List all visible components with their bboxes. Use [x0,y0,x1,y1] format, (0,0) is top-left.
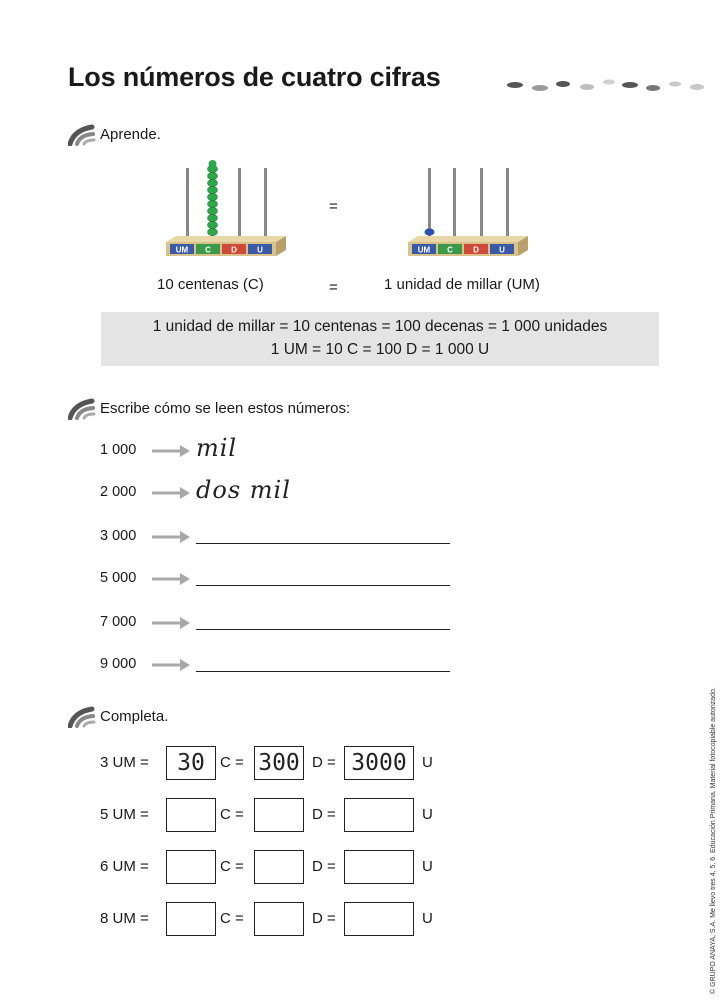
write-row-answer: dos mil [196,476,291,504]
c-answer-box[interactable]: 30 [166,746,216,780]
u-label: U [422,754,433,771]
arrow-right-icon [152,530,190,544]
abacus-bead [208,186,218,193]
write-row-answer: mil [196,434,238,462]
d-answer-box[interactable] [254,902,304,936]
section-bullet-icon [68,124,96,146]
title-decoration-dots [505,74,710,94]
write-row-number: 7 000 [100,614,137,630]
abacus-bead [208,207,218,214]
complete-row-um: 6 UM = [100,858,149,875]
write-row [100,612,460,636]
column-label-um: UM [417,245,431,255]
u-label: U [422,910,433,927]
right-caption: 1 unidad de millar (UM) [384,276,540,293]
info-line-1: 1 unidad de millar = 10 centenas = 100 decenas = 1 000 unidades [152,318,608,335]
arrow-right-icon [152,658,190,672]
info-line-2: 1 UM = 10 C = 100 D = 1 000 U [270,341,490,358]
equals-sign-top: = [329,198,338,215]
d-answer-box[interactable] [254,798,304,832]
column-label-um: UM [175,245,189,255]
write-row-number: 3 000 [100,528,137,544]
abacus-bead [208,214,218,221]
abacus-right [408,158,530,258]
write-row-number: 2 000 [100,484,137,500]
abacus-bead [208,200,218,207]
column-label-d: D [231,245,237,255]
section-write-label: Escribe cómo se leen estos números: [100,400,351,417]
d-answer-box[interactable]: 300 [254,746,304,780]
column-label-c: C [205,245,211,255]
u-label: U [422,858,433,875]
abacus-bead [208,172,218,179]
u-answer-box[interactable] [344,798,414,832]
arrow-right-icon [152,486,190,500]
left-caption: 10 centenas (C) [157,276,264,293]
write-row [100,476,460,506]
page-title: Los números de cuatro cifras [68,62,441,92]
complete-row-um: 3 UM = [100,754,149,771]
u-answer-box[interactable]: 3000 [344,746,414,780]
complete-row-um: 8 UM = [100,910,149,927]
write-row-answer-line[interactable] [196,671,450,672]
d-label: D = [312,910,336,927]
c-answer-box[interactable] [166,850,216,884]
abacus-bead [209,160,217,168]
abacus-left [166,158,288,258]
column-label-u: U [257,245,263,255]
c-answer-box[interactable] [166,798,216,832]
c-answer-box[interactable] [166,902,216,936]
write-row-answer-line[interactable] [196,629,450,630]
write-row-answer-line[interactable] [196,543,450,544]
write-row [100,568,460,592]
complete-row [100,798,440,832]
d-answer-box[interactable] [254,850,304,884]
write-row [100,654,460,678]
abacus-bead [208,193,218,200]
u-answer-box[interactable] [344,902,414,936]
u-label: U [422,806,433,823]
section-bullet-icon [68,398,96,420]
complete-row [100,746,440,780]
c-label: C = [220,806,244,823]
arrow-right-icon [152,572,190,586]
column-label-u: U [499,245,505,255]
write-row-number: 1 000 [100,442,137,458]
c-label: C = [220,910,244,927]
complete-row [100,902,440,936]
section-bullet-icon [68,706,96,728]
write-row-number: 5 000 [100,570,137,586]
complete-row-um: 5 UM = [100,806,149,823]
write-row [100,434,460,464]
info-box [101,312,659,366]
write-row-answer-line[interactable] [196,585,450,586]
column-label-d: D [473,245,479,255]
write-row-number: 9 000 [100,656,137,672]
copyright-note: © GRUPO ANAYA, S.A. Me llevo tres 4, 5, 6. Educación Primaria. Material fotocopiable autorizado. [710,687,717,994]
abacus-bead [425,228,435,235]
complete-row [100,850,440,884]
write-row [100,526,460,550]
arrow-right-icon [152,444,190,458]
d-label: D = [312,754,336,771]
abacus-bead [208,228,218,235]
d-label: D = [312,858,336,875]
c-label: C = [220,858,244,875]
equals-sign-bottom: = [329,279,338,296]
d-label: D = [312,806,336,823]
c-label: C = [220,754,244,771]
section-complete-label: Completa. [100,708,169,725]
column-label-c: C [447,245,453,255]
u-answer-box[interactable] [344,850,414,884]
abacus-bead [208,221,218,228]
arrow-right-icon [152,616,190,630]
abacus-bead [208,179,218,186]
section-learn-label: Aprende. [100,126,161,143]
